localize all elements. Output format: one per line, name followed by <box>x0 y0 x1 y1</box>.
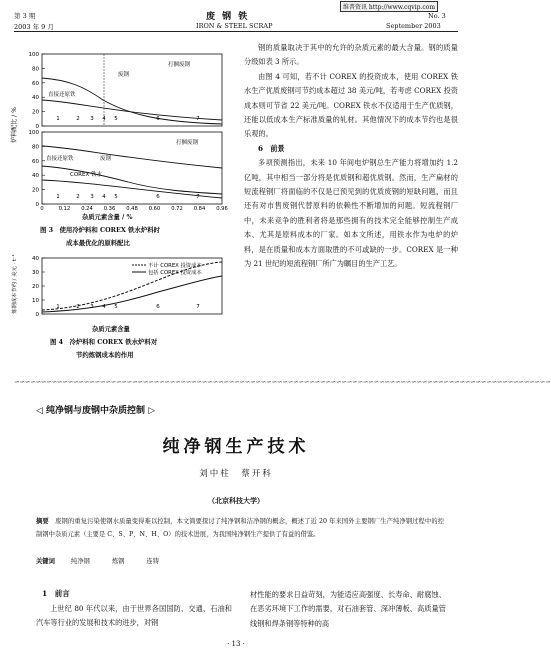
fig3-bottom-region-3: 3 <box>90 194 94 200</box>
fig3-bottom-region-4: 4 <box>102 194 106 200</box>
keyword-1: 纯净钢 <box>70 558 90 565</box>
fig3-bottom-ytick-60: 60 <box>32 158 39 165</box>
fig3-bottom-label-dri: 直接还原铁 <box>46 156 74 162</box>
fig3-bottom-ytick-0: 0 <box>35 202 39 208</box>
fig4-ylabel: 炼钢成本节约 / 美元 · t⁻¹ <box>12 254 18 314</box>
issue-date: 2003 年 9 月 <box>14 23 54 31</box>
fig3-caption-line2: 成本最优化的原料配比 <box>66 239 130 247</box>
intro-right-text: 材性能的要求日益苛刻，为能适应高强度、长寿命、耐腐蚀、在恶劣环境下工作的需要，对石油套管、深冲薄板、高质量管线钢和焊条钢等特种的高 <box>250 590 446 628</box>
abstract-label: 摘要 <box>36 518 49 525</box>
page-number: · 13 · <box>227 640 245 648</box>
fig3-bottom-region-7: 7 <box>196 194 200 200</box>
figure-4-chart <box>8 254 233 320</box>
fig4-ytick-20: 20 <box>32 284 39 290</box>
fig4-ytick-10: 10 <box>32 298 39 304</box>
fig4-regions <box>56 304 200 310</box>
fig3-xtick-8: 0.96 <box>216 206 228 212</box>
fig3-xtick-5: 0.60 <box>148 206 161 212</box>
fig4-region-5: 5 <box>114 304 118 310</box>
fig4-legend-1: 不计 COREX 投资成本 <box>148 263 202 269</box>
fig4-xlabel: 杂质元素含量 <box>92 326 130 333</box>
fig3-bottom-regions <box>56 194 200 200</box>
header-rule <box>14 31 458 32</box>
fig3-bottom-curve-2 <box>42 166 222 194</box>
abstract-block <box>36 516 444 541</box>
fig3-bottom-region-6: 6 <box>156 194 160 200</box>
fig3-xtick-7: 0.84 <box>193 206 206 212</box>
section-label: ◁ 纯净钢与废钢中杂质控制 ▷ <box>36 406 156 416</box>
fig3-top-region-1: 1 <box>56 116 60 122</box>
fig4-ytick-30: 30 <box>32 270 39 276</box>
fig3-top-label-bundled: 打捆废钢 <box>168 62 191 68</box>
fig3-top-ytick-20: 20 <box>32 109 39 116</box>
fig4-region-7: 7 <box>196 304 200 310</box>
fig3-top-region-5: 5 <box>114 116 118 122</box>
fig4-region-4: 4 <box>102 304 106 310</box>
fig3-top-curve-dri <box>42 100 222 120</box>
watermark: 维普资讯 http://www.cqvip.com <box>340 1 438 12</box>
fig4-caption-line1: 图 4 冷炉料和 COREX 铁水炉料对 <box>50 338 158 346</box>
fig3-top-curve-scrap <box>42 78 222 124</box>
fig3-xtick-4: 0.48 <box>126 206 138 212</box>
fig3-top-ytick-80: 80 <box>32 66 39 73</box>
wave-divider: ∽∽∽∽∽∽∽∽∽∽∽∽∽∽∽∽∽∽∽∽∽∽∽∽∽∽∽∽∽∽∽∽∽∽∽∽∽∽∽∽∽∽∽∽∽∽∽∽∽∽∽∽∽∽∽∽∽∽∽∽∽∽∽∽∽∽∽∽∽∽∽∽∽∽∽∽∽∽∽∽∽∽∽∽∽∽∽∽∽∽∽∽∽∽∽∽∽∽∽∽ <box>14 378 551 386</box>
fig3-top-frame <box>42 54 222 126</box>
fig3-ylabel: 炉料配比 / % <box>11 107 18 143</box>
article-authors: 刘中柱 蔡开科 <box>199 469 273 479</box>
intro-left-text: 上世纪 80 年代以来，由于世界各国国防、交通、石油和汽车等行业的发展和技术的进步，对钢 <box>36 604 232 628</box>
fig3-bottom-ytick-40: 40 <box>32 173 39 180</box>
fig4-yticks <box>32 256 45 318</box>
keyword-3: 连铸 <box>146 558 160 565</box>
fig4-region-3: 3 <box>90 304 94 310</box>
intro-right-column <box>250 588 446 631</box>
article-affiliation: （北京科技大学） <box>208 496 264 505</box>
intro-heading: 1 前言 <box>42 589 70 598</box>
fig3-bottom-ytick-100: 100 <box>28 130 39 136</box>
fig3-top-region-7: 7 <box>196 116 200 122</box>
fig4-curve-with-invest <box>42 276 222 312</box>
fig3-xtick-1: 0.12 <box>58 206 71 212</box>
fig3-top-ytick-0: 0 <box>35 124 39 130</box>
fig3-bottom-region-1: 1 <box>56 194 60 200</box>
keywords-block <box>36 556 159 569</box>
right-heading-prospects: 6 前景 <box>258 143 285 153</box>
fig3-top-label-dri: 直接还原铁 <box>48 92 76 98</box>
fig3-bottom-region-5: 5 <box>114 194 118 200</box>
fig3-xtick-3: 0.36 <box>103 206 116 212</box>
fig3-xtick-2: 0.24 <box>81 206 93 212</box>
fig3-top-region-6: 6 <box>156 116 160 122</box>
right-paragraph-1: 钢的质量取决于其中的允许的杂质元素的最大含量。钢的质量分级如表 3 所示。 <box>244 43 458 67</box>
fig3-top-region-4: 4 <box>102 116 106 122</box>
fig4-ytick-40: 40 <box>32 256 39 262</box>
keyword-2: 炼钢 <box>111 558 125 565</box>
fig3-top-yticks <box>29 52 46 130</box>
figure-3-chart <box>8 40 233 210</box>
fig3-top-ytick-60: 60 <box>32 80 39 87</box>
keywords-label: 关键词 <box>36 558 55 565</box>
fig3-caption-line1: 图 3 使用冷炉料和 COREX 铁水炉料时 <box>40 226 160 234</box>
fig3-bottom-ytick-20: 20 <box>32 187 39 194</box>
right-paragraph-2: 由图 4 可知，若不计 COREX 的投资成本，使用 COREX 铁水生产优质废钢可节约成本超过 38 美元/吨，若考虑 COREX 投资成本则可节省 22 美元/吨。COREX 铁水不仅适用于生产优质钢，还能以低成本生产标准质量的轧材。其他情况下的成本节约也是很乐观的。 <box>244 71 458 139</box>
fig3-bottom-label-scrap: 废钢 <box>100 156 112 162</box>
fig3-bottom-label-bundled: 打捆废钢 <box>176 140 199 146</box>
journal-title-en: IRON & STEEL SCRAP <box>196 22 273 30</box>
fig3-top-label-scrap: 废钢 <box>118 72 130 78</box>
fig3-bottom-ytick-80: 80 <box>32 144 39 151</box>
issue-number: 第 3 期 <box>14 12 36 20</box>
fig3-top-ytick-40: 40 <box>32 95 39 102</box>
fig3-xticks <box>40 206 227 212</box>
fig3-xtick-6: 0.72 <box>171 206 183 212</box>
fig3-xtick-0: 0 <box>40 206 44 212</box>
abstract-text: 废钢的重复污染使钢水质量变得难以控制，本文简要探讨了纯净钢和洁净钢的概念，概述了近 20 年来国外主要钢厂生产纯净钢过程中的控制钢中杂质元素（主要是 C、S、P、N、H、O）的技术进展，为我国纯净钢生产提供了有益的借鉴。 <box>36 518 445 538</box>
fig4-legend-2: 包括 COREX 投资成本 <box>148 270 202 276</box>
intro-left-column <box>36 602 232 631</box>
fig4-region-6: 6 <box>156 304 160 310</box>
right-paragraph-3: 多项预测指出，未来 10 年间电炉钢总生产能力将增加约 1.2 亿吨，其中相当一部分将是优质钢和超优质钢。然而，生产扁材的短流程钢厂将面临的不仅是已预见到的优质废钢的短缺问题，而且还有对市售废钢代替原料的依赖性不断增加的问题。短流程钢厂中，未来竞争的胜利者将是那些拥有的技术完全能够控制生产成本、尤其是原料成本的厂家。如本文所述，用铁水作为电炉的炉料，是在质量和成本方面取胜的不可或缺的一步。COREX 是一种为 21 世纪的短流程钢厂所广为瞩目的生产工艺。 <box>244 158 458 269</box>
right-column <box>244 41 458 272</box>
fig3-xlabel: 杂质元素含量 / % <box>82 214 133 221</box>
fig3-top-region-2: 2 <box>76 116 80 122</box>
fig4-caption-line2: 节约炼钢成本的作用 <box>76 351 134 359</box>
fig3-bottom-region-2: 2 <box>76 194 80 200</box>
article-title: 纯净钢生产技术 <box>162 437 310 457</box>
issue-date-en: September 2003 <box>386 22 441 30</box>
fig4-region-2: 2 <box>76 304 80 310</box>
fig3-top-region-3: 3 <box>90 116 94 122</box>
fig4-ytick-0: 0 <box>35 312 39 318</box>
fig3-top-ytick-100: 100 <box>28 52 39 58</box>
issue-number-en: No. 3 <box>428 12 446 20</box>
fig3-bottom-label-corex: COREX 铁水 <box>70 172 102 178</box>
fig4-region-1: 1 <box>56 304 60 310</box>
fig3-bottom-yticks <box>29 130 46 208</box>
journal-title: 废 钢 铁 <box>206 12 250 22</box>
